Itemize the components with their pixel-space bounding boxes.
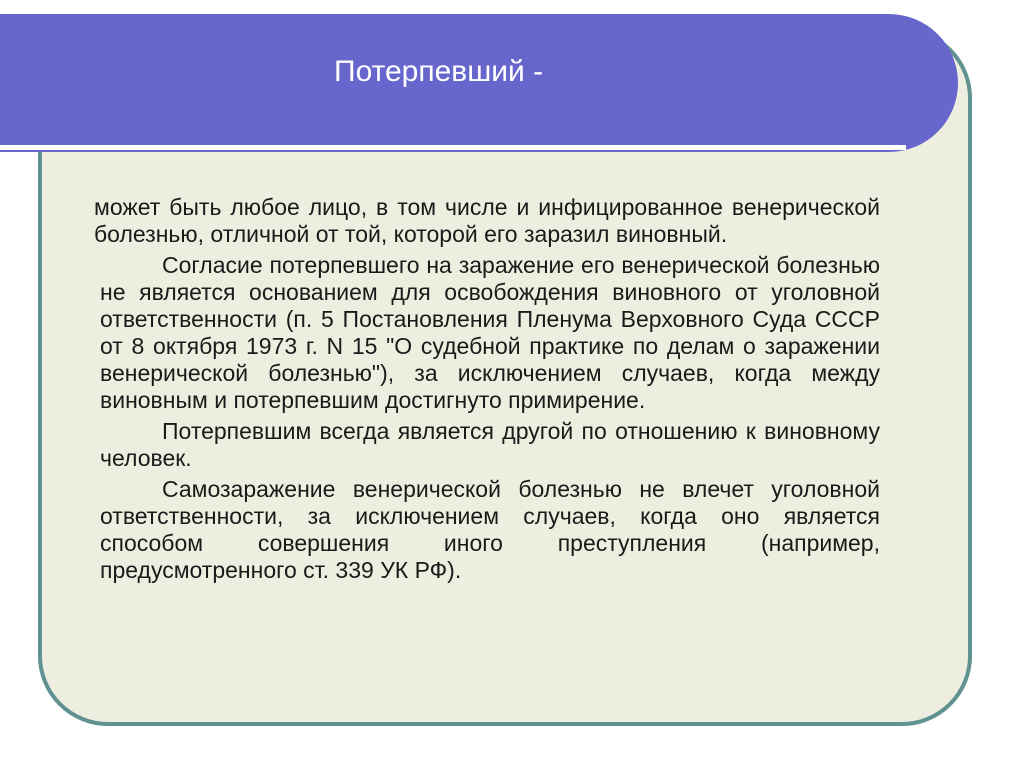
- paragraph-1: может быть любое лицо, в том числе и инфицированное венерической болезнью, отличной от той, которой его заразил виновный.: [94, 194, 880, 247]
- slide-title: Потерпевший -: [334, 55, 544, 88]
- title-underline: [0, 145, 906, 150]
- paragraph-3: Потерпевшим всегда является другой по отношению к виновному человек.: [100, 418, 880, 471]
- slide-body: [94, 194, 880, 588]
- paragraph-2: Согласие потерпевшего на заражение его венерической болезнью не является основанием для освобождения виновного от уголовной ответственности (п. 5 Постановления Пленума Верховного Суда СССР от 8 октября 1973 г. N 15 "О судебной практике по делам о заражении венерической болезнью"), за исключением случаев, когда между виновным и потерпевшим достигнуто примирение.: [100, 252, 880, 413]
- paragraph-4: Самозаражение венерической болезнью не влечет уголовной ответственности, за исключением случаев, когда оно является способом совершения иного преступления (например, предусмотренного ст. 339 УК РФ).: [100, 476, 880, 583]
